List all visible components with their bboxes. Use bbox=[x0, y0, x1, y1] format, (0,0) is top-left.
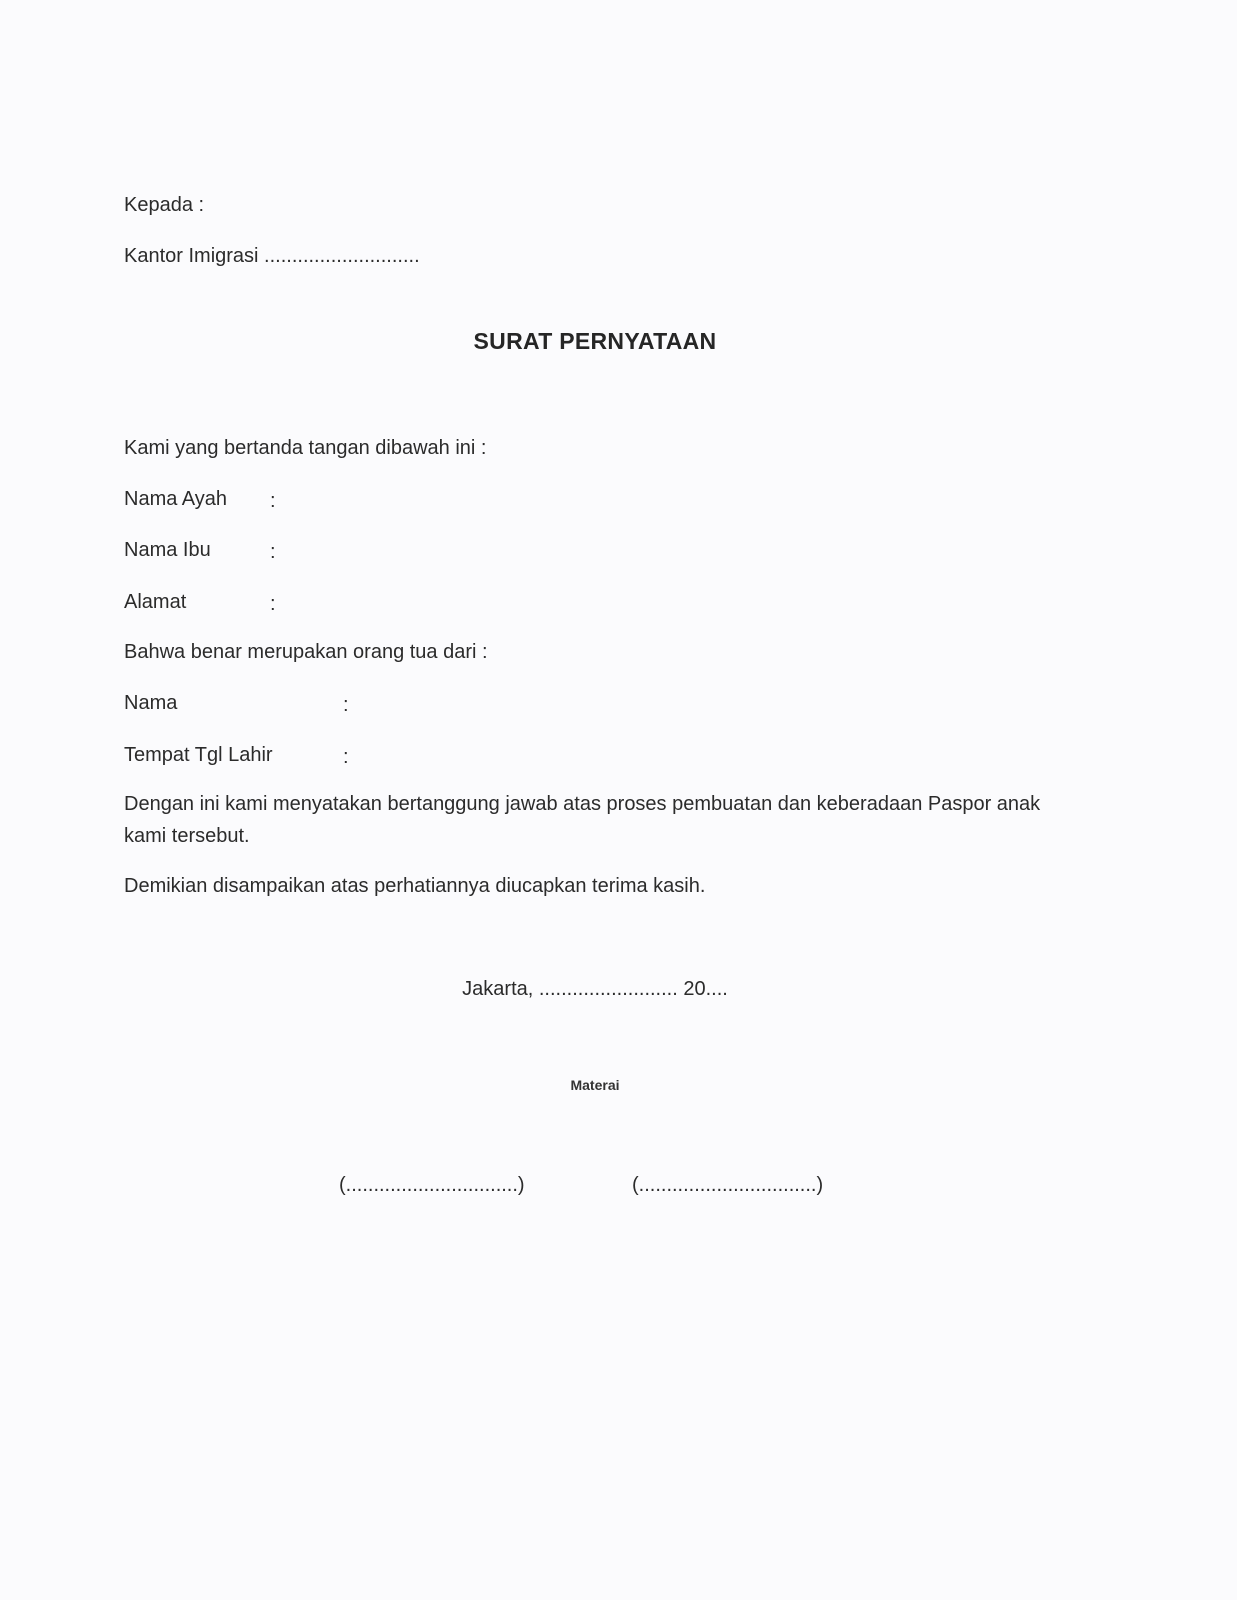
child-name-label: Nama bbox=[124, 692, 178, 714]
birth-place-date-colon: : bbox=[343, 746, 349, 768]
father-name-label: Nama Ayah bbox=[124, 488, 228, 510]
place-date-line: Jakarta, ......................... 20.... bbox=[462, 978, 728, 1000]
birth-place-date-label: Tempat Tgl Lahir bbox=[124, 744, 273, 766]
recipient-office: Kantor Imigrasi ............................ bbox=[124, 245, 420, 267]
father-name-colon: : bbox=[270, 490, 276, 512]
signature-left: (...............................) bbox=[339, 1174, 525, 1196]
stamp-label: Materai bbox=[570, 1077, 620, 1093]
mother-name-colon: : bbox=[270, 541, 276, 563]
closing-text: Demikian disampaikan atas perhatiannya diucapkan terima kasih. bbox=[124, 875, 706, 897]
address-label: Alamat bbox=[124, 591, 187, 613]
child-intro-text: Bahwa benar merupakan orang tua dari : bbox=[124, 641, 488, 663]
intro-text: Kami yang bertanda tangan dibawah ini : bbox=[124, 437, 487, 459]
statement-paragraph: Dengan ini kami menyatakan bertanggung jawab atas proses pembuatan dan keberadaan Paspor anak kami tersebut. bbox=[124, 793, 1041, 847]
mother-name-label: Nama Ibu bbox=[124, 539, 211, 561]
recipient-label: Kepada : bbox=[124, 194, 205, 216]
signature-right: (................................) bbox=[632, 1174, 824, 1196]
document-title: SURAT PERNYATAAN bbox=[473, 328, 717, 354]
address-colon: : bbox=[270, 593, 276, 615]
child-name-colon: : bbox=[343, 694, 349, 716]
